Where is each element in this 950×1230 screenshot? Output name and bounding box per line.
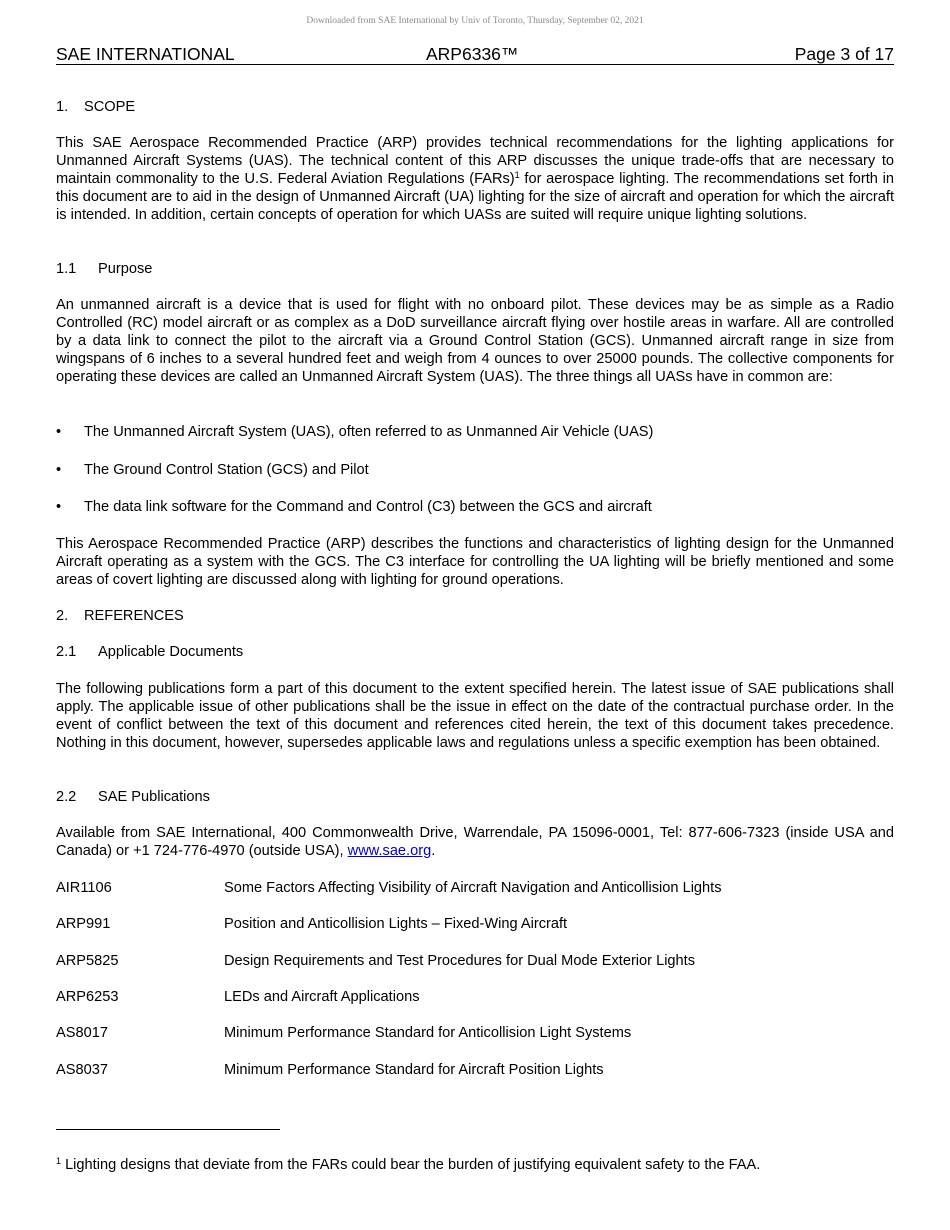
footnote-reference[interactable]: 1 <box>514 170 520 181</box>
footnote-text: Lighting designs that deviate from the FARs could bear the burden of justifying equivalent safety to the FAA. <box>61 1157 761 1173</box>
scope-paragraph <box>56 134 894 224</box>
reference-title: Design Requirements and Test Procedures for Dual Mode Exterior Lights <box>224 953 696 969</box>
bullet-icon: • <box>56 499 62 515</box>
applicable-documents-paragraph: The following publications form a part of this document to the extent specified herein. The latest issue of SAE publications shall apply. The applicable issue of other publications shall be the issue in effect on the date of the contractual purchase order. In the event of conflict between the text of this document and references cited herein, the text of this document takes precedence. Nothing in this document, however, supersedes applicable laws and regulations unless a specific exemption has been obtained. <box>56 681 894 752</box>
bullet-icon: • <box>56 424 62 440</box>
section-title: REFERENCES <box>84 608 184 624</box>
section-title: SAE Publications <box>98 789 210 805</box>
reference-title: Position and Anticollision Lights – Fixed-Wing Aircraft <box>224 916 568 932</box>
scope-text-part2: for aerospace lighting. The recommendations set forth in this document are to aid in the design of Unmanned Aircraft (UA) lighting for the size of aircraft and operation for which the aircraft is intended. In addition, certain concepts of operation for which UASs are suited will require unique lighting solutions. <box>56 171 894 224</box>
section-heading-sae-publications <box>56 788 894 806</box>
page-header <box>56 44 894 65</box>
header-org: SAE INTERNATIONAL <box>56 44 235 64</box>
section-title: SCOPE <box>84 99 136 115</box>
bullet-icon: • <box>56 462 62 478</box>
section-number: 2. <box>56 608 69 624</box>
section-number: 2.2 <box>56 789 77 805</box>
reference-title: Minimum Performance Standard for Aircraft Position Lights <box>224 1062 604 1078</box>
purpose-paragraph-2: This Aerospace Recommended Practice (ARP) describes the functions and characteristics of lighting design for the Unmanned Aircraft operating as a system with the GCS. The C3 interface for controlling the UA lighting will be briefly mentioned and some areas of covert lighting are discussed along with lighting for ground operations. <box>56 536 894 589</box>
reference-code: ARP991 <box>56 916 111 932</box>
reference-code: AS8017 <box>56 1025 108 1041</box>
section-title: Applicable Documents <box>98 644 244 660</box>
reference-code: AS8037 <box>56 1062 108 1078</box>
footnote-mark: 1 <box>56 1156 62 1166</box>
period: . <box>431 843 436 860</box>
reference-title: LEDs and Aircraft Applications <box>224 989 420 1005</box>
section-heading-scope <box>56 98 894 116</box>
section-heading-purpose <box>56 260 894 278</box>
reference-code: ARP6253 <box>56 989 119 1005</box>
section-heading-references <box>56 607 894 625</box>
purpose-paragraph: An unmanned aircraft is a device that is used for flight with no onboard pilot. These devices may be as simple as a Radio Controlled (RC) model aircraft or as complex as a DoD surveillance aircraft flying over hostile areas in warfare. All are controlled by a data link to connect the pilot to the aircraft via a Ground Control Station (GCS). Unmanned aircraft range in size from wingspans of 6 inches to a several hundred feet and weigh from 4 ounces to over 25000 pounds. The collective components for operating these devices are called an Unmanned Aircraft System (UAS). The three things all UASs have in common are: <box>56 297 894 386</box>
bullet-text: The Ground Control Station (GCS) and Pilot <box>84 462 369 478</box>
reference-code: ARP5825 <box>56 953 119 969</box>
sae-website-link[interactable]: www.sae.org <box>347 843 432 860</box>
section-number: 2.1 <box>56 644 77 660</box>
download-watermark: Downloaded from SAE International by Univ of Toronto, Thursday, September 02, 2021 <box>306 16 644 26</box>
reference-code: AIR1106 <box>56 880 112 896</box>
footnote <box>56 1156 894 1174</box>
section-number: 1.1 <box>56 261 77 277</box>
section-title: Purpose <box>98 261 153 277</box>
scope-text-part1: This SAE Aerospace Recommended Practice (ARP) provides technical recommendations for the lighting applications for Unmanned Aircraft Systems (UAS). The technical content of this ARP discusses the unique trade-offs that are necessary to maintain commonality to the U.S. Federal Aviation Regulations (FARs) <box>56 135 894 188</box>
sae-publications-paragraph <box>56 824 894 860</box>
bullet-text: The data link software for the Command and Control (C3) between the GCS and aircraft <box>84 499 652 515</box>
section-number: 1. <box>56 99 69 115</box>
sae-address-text: Available from SAE International, 400 Commonwealth Drive, Warrendale, PA 15096-0001, Tel: 877-606-7323 (inside USA and Canada) or +1 724-776-4970 (outside USA), <box>56 825 894 860</box>
bullet-text: The Unmanned Aircraft System (UAS), often referred to as Unmanned Air Vehicle (UAS) <box>84 424 654 440</box>
section-heading-applicable-documents <box>56 643 894 661</box>
reference-title: Minimum Performance Standard for Anticollision Light Systems <box>224 1025 632 1041</box>
footnote-divider <box>56 1129 280 1130</box>
reference-title: Some Factors Affecting Visibility of Aircraft Navigation and Anticollision Lights <box>224 880 722 896</box>
header-doc-number: ARP6336™ <box>426 44 519 64</box>
header-page-number: Page 3 of 17 <box>794 44 894 64</box>
